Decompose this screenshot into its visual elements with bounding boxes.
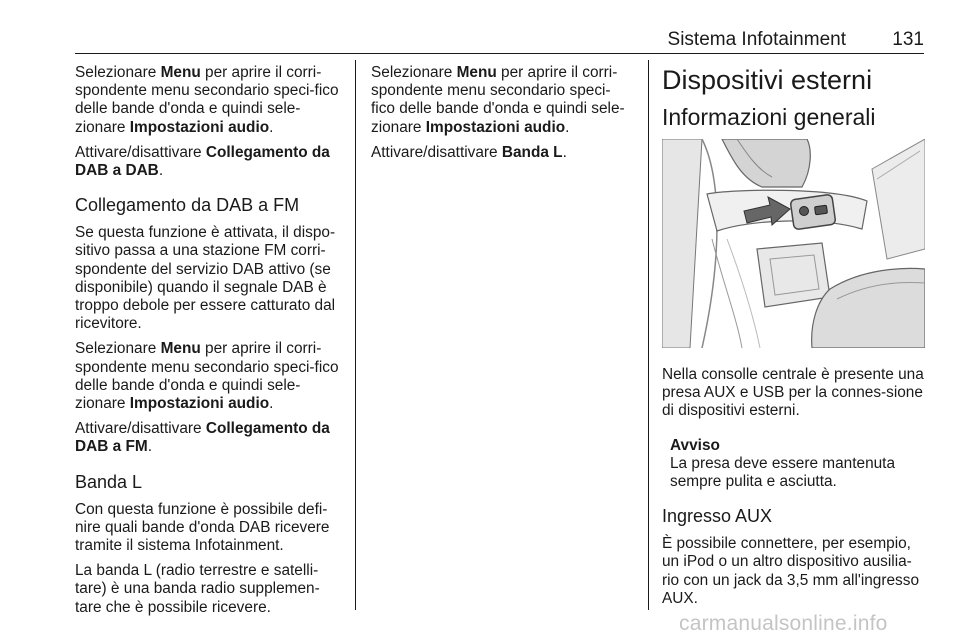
page-header xyxy=(75,28,924,52)
paragraph: Attivare/disattivare Collegamento da DAB a FM. xyxy=(75,420,330,456)
column-3 xyxy=(662,64,924,615)
column-1 xyxy=(75,64,343,624)
paragraph: Attivare/disattivare Collegamento da DAB a DAB. xyxy=(75,143,330,180)
paragraph: Nella consolle centrale è presente una presa AUX e USB per la connes-sione di dispositivi esterni. xyxy=(662,366,924,420)
paragraph: Attivare/disattivare Banda L. xyxy=(371,143,567,161)
paragraph: La banda L (radio terrestre e satelli-tare) è una banda radio supplemen-tare che è possibile ricevere. xyxy=(75,562,320,616)
header-rule xyxy=(75,53,924,54)
notice-title: Avviso xyxy=(670,436,720,454)
paragraph: Selezionare Menu per aprire il corri-spondente menu secondario speci-fico delle bande d'onda e quindi sele-zionare Impostazioni audio. xyxy=(75,340,339,413)
notice-box xyxy=(670,437,924,492)
subheading-l-band: Banda L xyxy=(75,471,143,492)
chapter-title: Dispositivi esterni xyxy=(662,65,873,95)
paragraph: È possibile connettere, per esempio, un iPod o un altro dispositivo ausilia-rio con un jack da 3,5 mm all'ingresso AUX. xyxy=(662,535,920,607)
console-aux-usb-illustration xyxy=(662,139,925,348)
subheading-dab-fm: Collegamento da DAB a FM xyxy=(75,195,300,216)
notice-text: La presa deve essere mantenuta sempre pulita e asciutta. xyxy=(670,454,896,491)
paragraph: Con questa funzione è possibile defi-nire quali bande d'onda DAB ricevere tramite il sistema Infotainment. xyxy=(75,500,330,555)
column-divider-1 xyxy=(355,60,356,610)
section-heading: Informazioni generali xyxy=(662,104,876,130)
paragraph: Selezionare Menu per aprire il corri-spondente menu secondario speci-fico delle bande d'onda e quindi sele-zionare Impostazioni audio. xyxy=(371,64,625,136)
subheading-aux: Ingresso AUX xyxy=(662,506,773,527)
paragraph: Se questa funzione è attivata, il dispo-sitivo passa a una stazione FM corri-spondente del servizio DAB attivo (se disponibile) quando il segnale DAB è troppo debole per essere catturato dal ricevitore. xyxy=(75,224,336,333)
watermark: carmanualsonline.info xyxy=(679,612,888,635)
section-title: Sistema Infotainment xyxy=(667,29,846,50)
paragraph: Selezionare Menu per aprire il corri-spondente menu secondario speci-fico delle bande d'onda e quindi sele-zionare Impostazioni audio. xyxy=(75,64,339,136)
column-divider-2 xyxy=(648,60,649,610)
page-number: 131 xyxy=(892,29,924,50)
column-2 xyxy=(371,64,633,169)
